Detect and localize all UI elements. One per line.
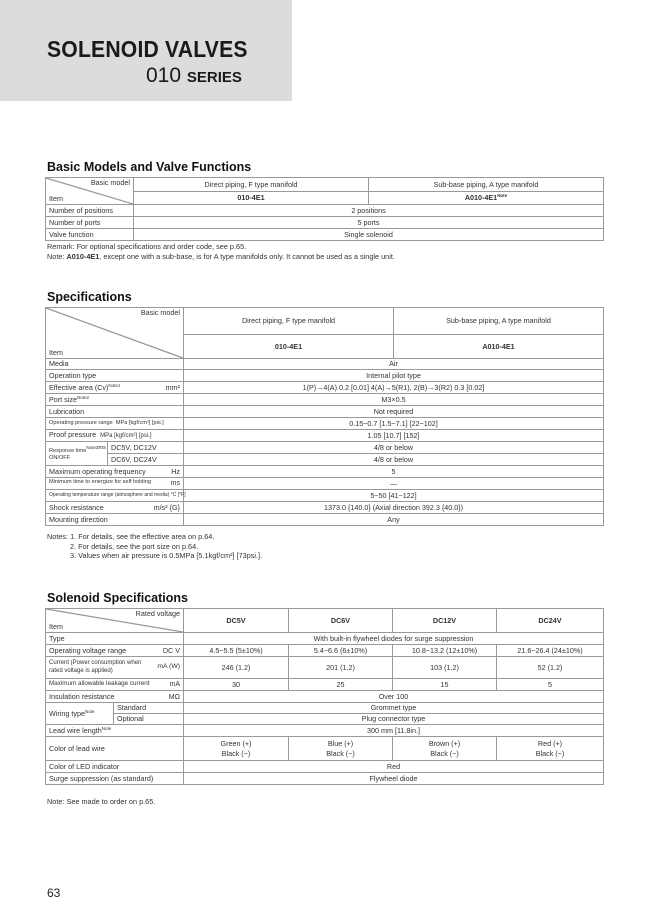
col-header: Sub-base piping, A type manifold <box>369 178 604 192</box>
row-value: 52 (1.2) <box>497 657 604 679</box>
row-label: Current (Power consumption when rated voltage is applied) mA (W) <box>46 657 184 679</box>
row-label: Type <box>46 633 184 645</box>
row-label: Proof pressure MPa [kgf/cm²] [psi.] <box>46 430 184 442</box>
row-sublabel: Standard <box>114 703 184 714</box>
model-code: 010-4E1 <box>184 335 394 359</box>
row-label: Lead wire length$^{Note}$ <box>46 725 184 737</box>
row-value: 0.15~0.7 [1.5~7.1] [22~102] <box>184 418 604 430</box>
row-label: Insulation resistance MΩ <box>46 691 184 703</box>
col-header: DC6V <box>289 609 393 633</box>
row-value: 5 <box>184 466 604 478</box>
row-label: Maximum allowable leakage current mA <box>46 679 184 691</box>
row-label: Color of lead wire <box>46 737 184 761</box>
row-value: 1373.0 {140.0} (Axial direction 392.3 {40.0}) <box>184 502 604 514</box>
table-corner: Basic model Item <box>46 308 184 359</box>
page-title: SOLENOID VALVES <box>47 36 248 62</box>
row-value: 300 mm [11.8in.] <box>184 725 604 737</box>
row-label: Wiring type$^{Note}$ <box>46 703 114 725</box>
row-value: Grommet type <box>184 703 604 714</box>
row-label: Effective area $(Cv)^{Note1}$ mm² <box>46 382 184 394</box>
col-header: Direct piping, F type manifold <box>184 308 394 335</box>
basic-remarks: Remark: For optional specifications and order code, see p.65. Note: A010-4E1, except one with a sub-base, is for A type manifolds only. It cannot be used as a single unit. <box>47 242 395 261</box>
page-number: 63 <box>47 886 61 900</box>
row-label: Lubrication <box>46 406 184 418</box>
row-value: 5 <box>497 679 604 691</box>
col-header: Sub-base piping, A type manifold <box>394 308 604 335</box>
row-label: Shock resistance m/s² {G} <box>46 502 184 514</box>
row-label: Mounting direction <box>46 514 184 526</box>
col-header: DC12V <box>393 609 497 633</box>
row-value: 246 (1.2) <box>184 657 289 679</box>
row-value: 10.8~13.2 (12±10%) <box>393 645 497 657</box>
row-label: Media <box>46 359 184 370</box>
row-value: Not required <box>184 406 604 418</box>
model-code: $A010-4E1^{Note}$ <box>369 192 604 205</box>
row-value: Green (+) Black (−) <box>184 737 289 761</box>
row-value: M3×0.5 <box>184 394 604 406</box>
row-value: Flywheel diode <box>184 773 604 785</box>
row-value: 15 <box>393 679 497 691</box>
section-heading-basic: Basic Models and Valve Functions <box>47 160 252 174</box>
row-label: Maximum operating frequency Hz <box>46 466 184 478</box>
solenoid-note: Note: See made to order on p.65. <box>47 797 156 806</box>
row-value: 5.4~6.6 (6±10%) <box>289 645 393 657</box>
row-value: 4/8 or below <box>184 442 604 454</box>
row-value: 4.5~5.5 (5±10%) <box>184 645 289 657</box>
row-value: Red (+) Black (−) <box>497 737 604 761</box>
col-header: Direct piping, F type manifold <box>134 178 369 192</box>
row-value: 5~50 [41~122] <box>184 490 604 502</box>
row-label: Operating voltage range DC V <box>46 645 184 657</box>
row-label: Operating temperature range (atmosphere and media) °C [°F] <box>46 490 184 502</box>
basic-models-table <box>45 177 604 241</box>
table-corner: Basic model Item <box>46 178 134 205</box>
section-heading-specs: Specifications <box>47 290 132 304</box>
row-value: 25 <box>289 679 393 691</box>
row-value: 1.05 [10.7] [152] <box>184 430 604 442</box>
row-value: 201 (1.2) <box>289 657 393 679</box>
row-value: Single solenoid <box>134 229 604 241</box>
specs-notes: Notes: 1. For details, see the effective area on p.64. 2. For details, see the port size on p.64. 3. Values when air pressure is 0.5MPa [5.1kgf/cm²] [73psi.]. <box>47 532 263 560</box>
row-sublabel: DC6V, DC24V <box>108 454 184 466</box>
row-value: — <box>184 478 604 490</box>
row-value: Internal pilot type <box>184 370 604 382</box>
row-value: Brown (+) Black (−) <box>393 737 497 761</box>
row-value: 2 positions <box>134 205 604 217</box>
row-value: Over 100 <box>184 691 604 703</box>
model-code: 010-4E1 <box>134 192 369 205</box>
row-value: With built-in flywheel diodes for surge suppression <box>184 633 604 645</box>
model-code: A010-4E1 <box>394 335 604 359</box>
col-header: DC24V <box>497 609 604 633</box>
row-label: Number of positions <box>46 205 134 217</box>
row-value: Red <box>184 761 604 773</box>
row-label: Minimum time to energize for self holding ms <box>46 478 184 490</box>
col-header: DC5V <box>184 609 289 633</box>
row-value: Blue (+) Black (−) <box>289 737 393 761</box>
row-value: Air <box>184 359 604 370</box>
row-value: 21.6~26.4 (24±10%) <box>497 645 604 657</box>
row-value: 103 (1.2) <box>393 657 497 679</box>
row-label: Surge suppression (as standard) <box>46 773 184 785</box>
row-label: Valve function <box>46 229 134 241</box>
row-value: 5 ports <box>134 217 604 229</box>
row-value: Plug connector type <box>184 714 604 725</box>
row-value: 1(P)→4(A) 0.2 [0.01] 4(A)→5(R1), 2(B)→3(R2) 0.3 [0.02] <box>184 382 604 394</box>
section-heading-solenoid: Solenoid Specifications <box>47 591 188 605</box>
row-value: 30 <box>184 679 289 691</box>
row-label: Operating pressure range MPa [kgf/cm²] [psi.] <box>46 418 184 430</box>
row-label: Operation type <box>46 370 184 382</box>
row-label: Port size$^{Note2}$ <box>46 394 184 406</box>
row-value: 4/8 or below <box>184 454 604 466</box>
row-sublabel: DC5V, DC12V <box>108 442 184 454</box>
table-corner: Rated voltage Item <box>46 609 184 633</box>
solenoid-table <box>45 608 604 785</box>
series-title: 010 SERIES <box>146 64 242 87</box>
specifications-table <box>45 307 604 526</box>
row-label: Response time$^{Note3}$ ON/OFF ms <box>46 442 108 466</box>
row-label: Color of LED indicator <box>46 761 184 773</box>
row-value: Any <box>184 514 604 526</box>
row-label: Number of ports <box>46 217 134 229</box>
row-sublabel: Optional <box>114 714 184 725</box>
